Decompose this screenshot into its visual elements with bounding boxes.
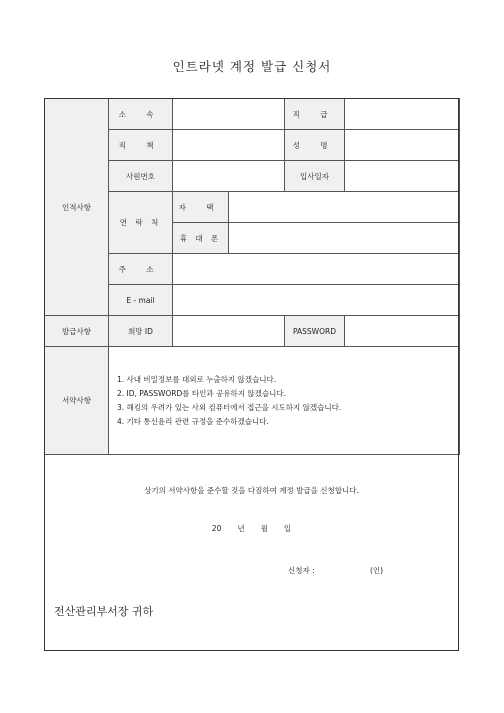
addressee: 전산관리부서장 귀하	[54, 605, 154, 618]
label-home-phone: 자 택	[173, 192, 229, 223]
label-desired-id: 희망 ID	[109, 316, 173, 347]
label-password: PASSWORD	[285, 316, 345, 347]
affirmation-text: 상기의 서약사항을 준수할 것을 다짐하여 계정 발급을 신청합니다.	[144, 486, 359, 495]
document-title: 인트라넷 계정 발급 신청서	[172, 59, 332, 74]
signer-label: 신청자 :	[288, 566, 315, 575]
seal-label: (인)	[370, 566, 384, 575]
date-year-unit: 년	[237, 524, 245, 533]
label-affiliation: 소 속	[109, 99, 173, 130]
label-name: 성 명	[285, 130, 345, 161]
date-year: 20	[211, 524, 222, 533]
label-employee-number: 사원번호	[109, 161, 173, 192]
label-address: 주 소	[109, 254, 173, 285]
pledge-item: 3. 해킹의 우려가 있는 사외 컴퓨터에서 접근을 시도하지 않겠습니다.	[117, 402, 342, 412]
section-pledge: 서약사항	[45, 347, 109, 455]
section-personal-info: 인적사항	[45, 99, 109, 316]
label-duty: 직 책	[109, 130, 173, 161]
form-outer-border	[44, 98, 459, 651]
pledge-item: 1. 사내 비밀정보를 대외로 누출하지 않겠습니다.	[117, 374, 277, 384]
label-contact: 연 락 처	[109, 192, 173, 254]
label-rank: 직 급	[285, 99, 345, 130]
date-line	[44, 523, 459, 534]
date-month-unit: 월	[260, 524, 268, 533]
label-email: E - mail	[109, 285, 173, 316]
label-mobile-phone: 휴 대 폰	[173, 223, 229, 254]
label-hire-date: 입사일자	[285, 161, 345, 192]
pledge-item: 4. 기타 통신윤리 관련 규정을 준수하겠습니다.	[117, 416, 269, 426]
pledge-item: 2. ID, PASSWORD를 타인과 공유하지 않겠습니다.	[117, 388, 287, 398]
date-day-unit: 일	[283, 524, 292, 533]
section-issue-info: 발급사항	[45, 316, 109, 347]
